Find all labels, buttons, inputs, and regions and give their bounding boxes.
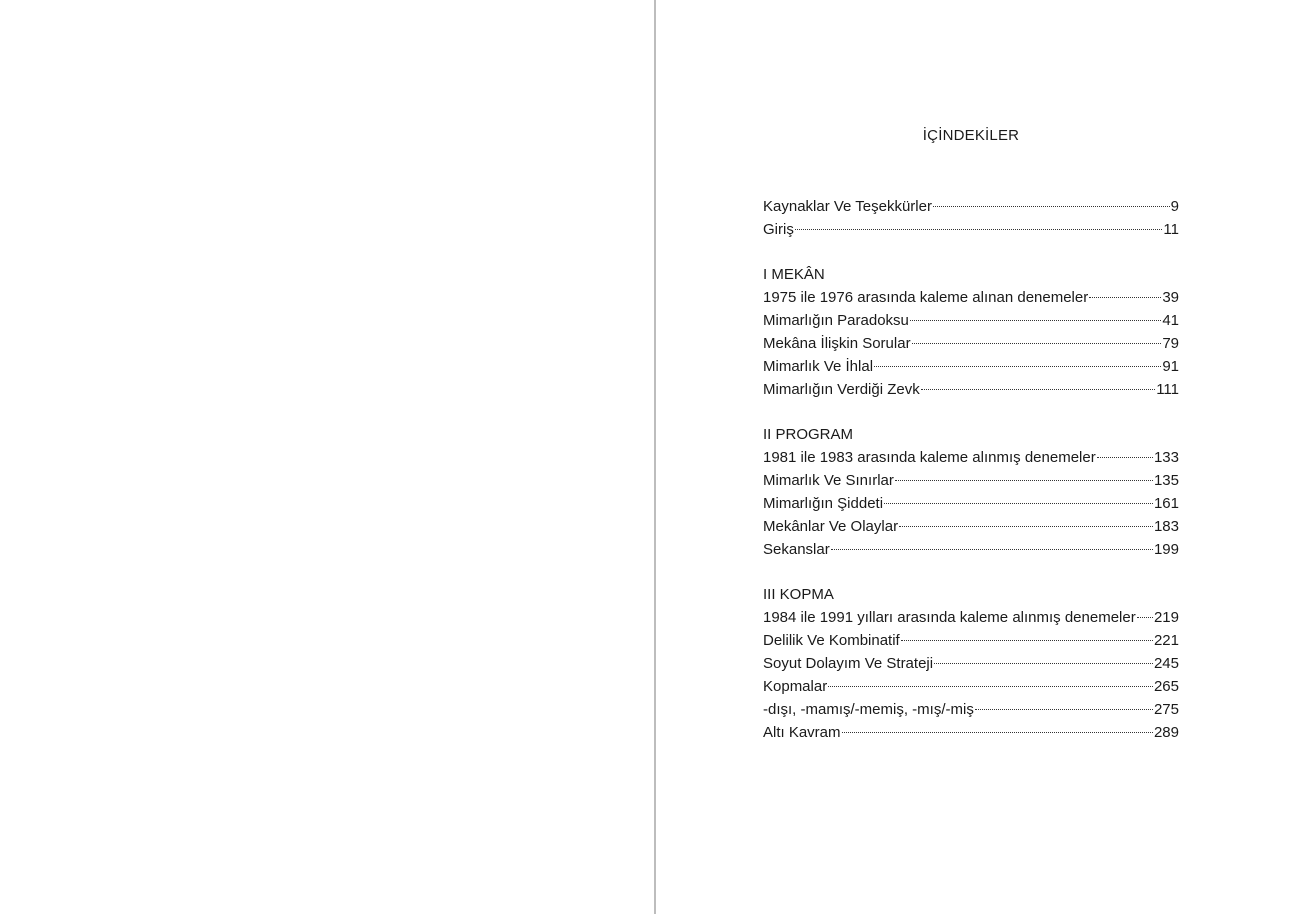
- toc-entry-label: Soyut Dolayım Ve Strateji: [763, 655, 934, 672]
- dot-leader: [895, 479, 1153, 481]
- section-heading: I MEKÂN: [763, 266, 825, 283]
- toc-entry: [763, 218, 1179, 241]
- dot-leader: [884, 502, 1153, 504]
- toc-entry-label: Sekanslar: [763, 541, 830, 558]
- toc-entry-label: Mimarlığın Verdiği Zevk: [763, 381, 920, 398]
- toc-entry: [763, 652, 1179, 675]
- toc-entry-page: 9: [1170, 198, 1179, 215]
- toc-entry: [763, 469, 1179, 492]
- toc-entry-page: 161: [1153, 495, 1179, 512]
- toc-entry-label: Kaynaklar Ve Teşekkürler: [763, 198, 932, 215]
- dot-leader: [842, 731, 1153, 733]
- toc-entry-label: Mimarlığın Şiddeti: [763, 495, 884, 512]
- toc-entry-label: 1984 ile 1991 yılları arasında kaleme alınmış denemeler: [763, 609, 1136, 626]
- toc-entry-page: 265: [1153, 678, 1179, 695]
- toc-entry-page: 245: [1153, 655, 1179, 672]
- toc-entry-page: 221: [1153, 632, 1179, 649]
- toc-entry: [763, 195, 1179, 218]
- toc-title: İÇİNDEKİLER: [922, 127, 1020, 144]
- dot-leader: [912, 342, 1162, 344]
- dot-leader: [901, 639, 1153, 641]
- toc-entry: [763, 538, 1179, 561]
- toc-entry-page: 199: [1153, 541, 1179, 558]
- toc-entry-label: 1981 ile 1983 arasında kaleme alınmış denemeler: [763, 449, 1096, 466]
- toc-entry-label: Mimarlık Ve İhlal: [763, 358, 874, 375]
- toc-entry-page: 275: [1153, 701, 1179, 718]
- toc-entry-page: 11: [1163, 221, 1179, 238]
- toc-entry-page: 79: [1162, 335, 1179, 352]
- toc-entry-page: 183: [1153, 518, 1179, 535]
- toc-entry: [763, 698, 1179, 721]
- toc-entry-label: -dışı, -mamış/-memiş, -mış/-miş: [763, 701, 974, 718]
- dot-leader: [910, 319, 1161, 321]
- toc-entry: [763, 355, 1179, 378]
- toc-entry-label: Delilik Ve Kombinatif: [763, 632, 900, 649]
- dot-leader: [1137, 616, 1153, 618]
- dot-leader: [795, 228, 1163, 230]
- section-heading: III KOPMA: [763, 586, 834, 603]
- dot-leader: [933, 205, 1170, 207]
- toc-entry: [763, 286, 1179, 309]
- dot-leader: [1097, 456, 1153, 458]
- toc-entry-page: 133: [1153, 449, 1179, 466]
- toc-entry: [763, 629, 1179, 652]
- toc-entry-label: 1975 ile 1976 arasında kaleme alınan denemeler: [763, 289, 1089, 306]
- toc-entry-label: Giriş: [763, 221, 794, 238]
- toc-entry-page: 135: [1153, 472, 1179, 489]
- dot-leader: [975, 708, 1153, 710]
- toc-entry-page: 111: [1156, 381, 1179, 398]
- dot-leader: [831, 548, 1153, 550]
- toc-entry: [763, 309, 1179, 332]
- toc-entry: [763, 515, 1179, 538]
- right-page: [656, 0, 1308, 914]
- toc-entry-label: Kopmalar: [763, 678, 828, 695]
- toc-entry-page: 289: [1153, 724, 1179, 741]
- table-of-contents: [763, 195, 1179, 744]
- toc-entry: [763, 378, 1179, 401]
- dot-leader: [874, 365, 1161, 367]
- toc-entry-label: Mekâna İlişkin Sorular: [763, 335, 911, 352]
- toc-entry-label: Mimarlığın Paradoksu: [763, 312, 909, 329]
- toc-entry-page: 41: [1162, 312, 1179, 329]
- dot-leader: [921, 388, 1155, 390]
- toc-entry: [763, 721, 1179, 744]
- dot-leader: [828, 685, 1153, 687]
- section-heading: II PROGRAM: [763, 426, 854, 443]
- dot-leader: [899, 525, 1153, 527]
- toc-entry-label: Mimarlık Ve Sınırlar: [763, 472, 894, 489]
- toc-entry-label: Altı Kavram: [763, 724, 841, 741]
- toc-entry: [763, 446, 1179, 469]
- toc-entry: [763, 332, 1179, 355]
- toc-entry-page: 91: [1162, 358, 1179, 375]
- toc-entry: [763, 606, 1179, 629]
- toc-entry: [763, 675, 1179, 698]
- toc-entry: [763, 492, 1179, 515]
- dot-leader: [1089, 296, 1161, 298]
- toc-entry-page: 39: [1162, 289, 1179, 306]
- toc-entry-page: 219: [1153, 609, 1179, 626]
- toc-entry-label: Mekânlar Ve Olaylar: [763, 518, 899, 535]
- dot-leader: [934, 662, 1153, 664]
